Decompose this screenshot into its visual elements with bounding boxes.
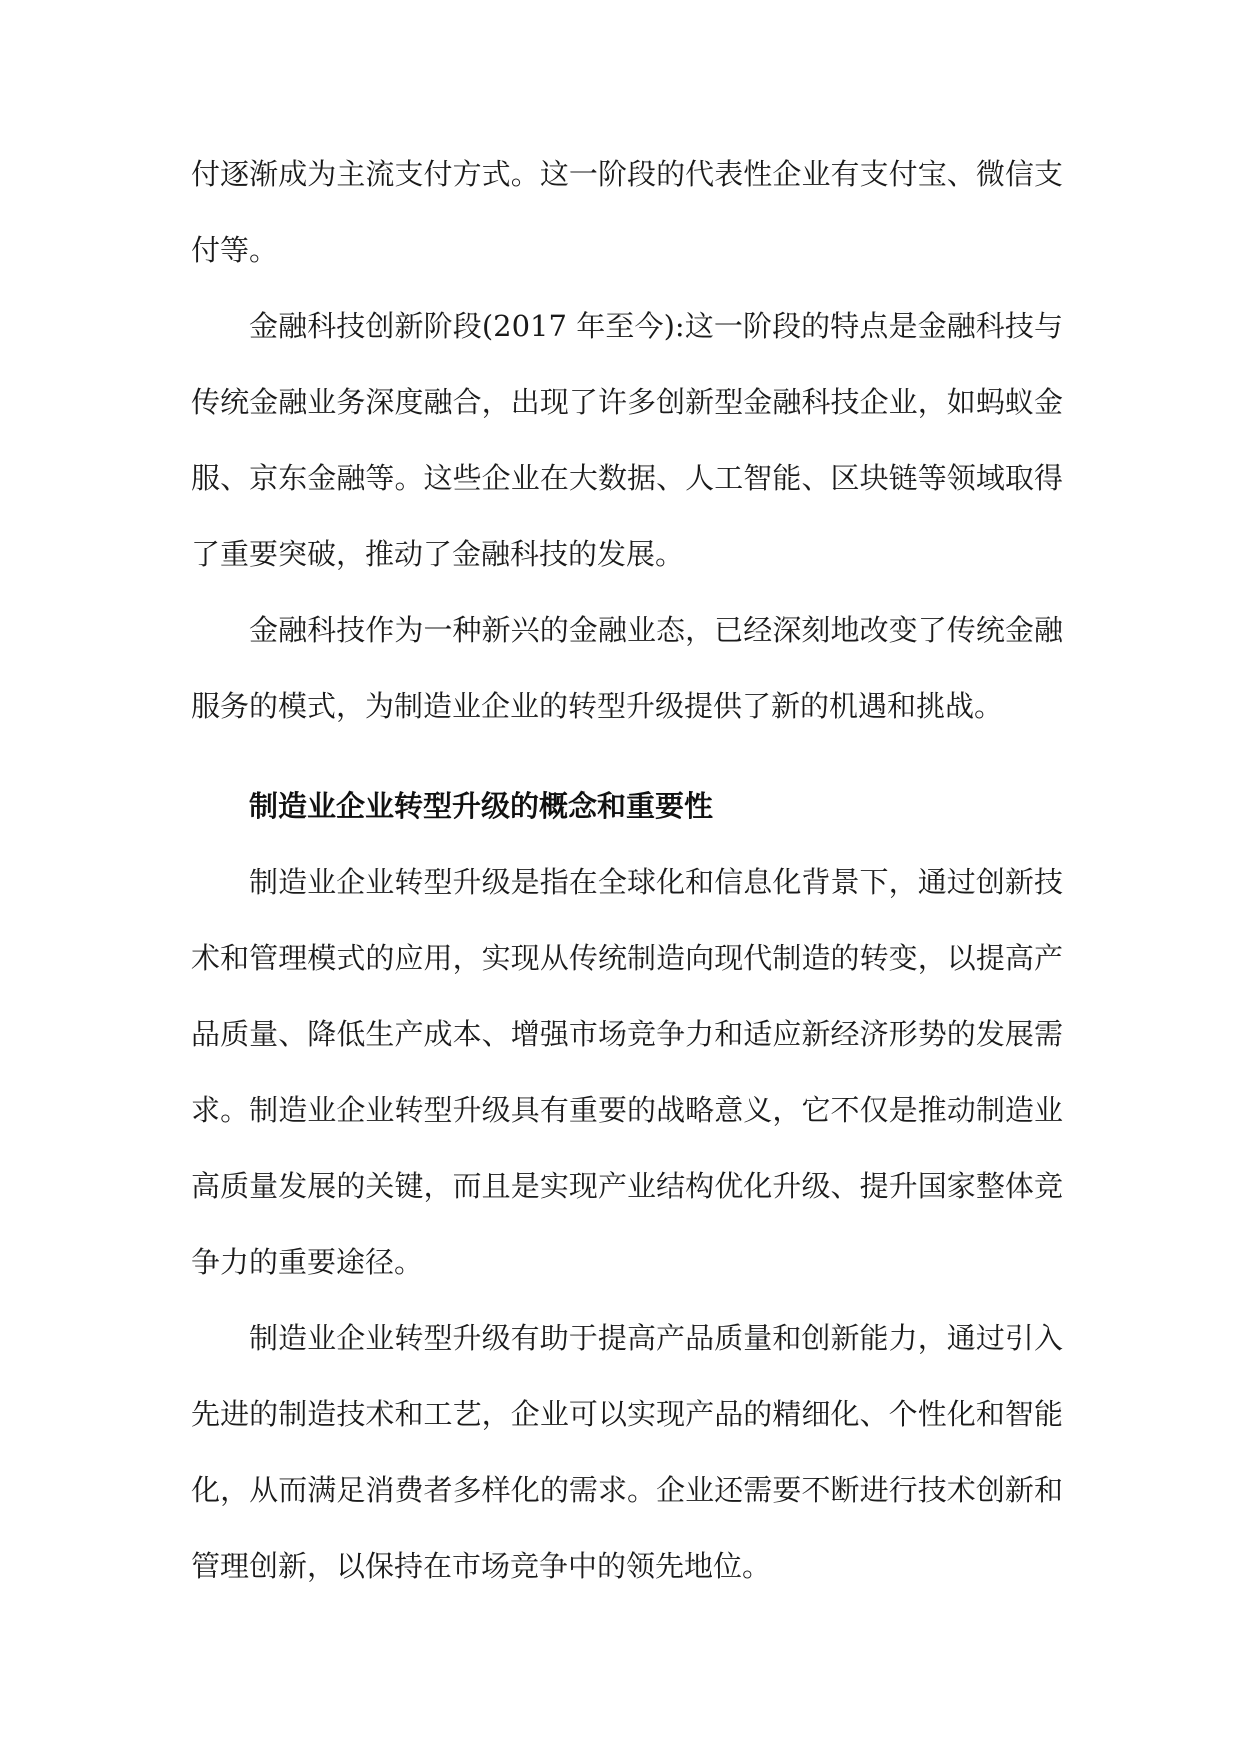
paragraph-continuation: 付逐渐成为主流支付方式。这一阶段的代表性企业有支付宝、微信支付等。 [191, 157, 1063, 267]
paragraph-transformation-benefits: 制造业企业转型升级有助于提高产品质量和创新能力，通过引入先进的制造技术和工艺，企业可以实现产品的精细化、个性化和智能化，从而满足消费者多样化的需求。企业还需要不断进行技术创新和管理创新，以保持在市场竞争中的领先地位。 [191, 1321, 1063, 1583]
paragraph-transformation-definition: 制造业企业转型升级是指在全球化和信息化背景下，通过创新技术和管理模式的应用，实现从传统制造向现代制造的转变，以提高产品质量、降低生产成本、增强市场竞争力和适应新经济形势的发展需求。制造业企业转型升级具有重要的战略意义，它不仅是推动制造业高质量发展的关键，而且是实现产业结构优化升级、提升国家整体竞争力的重要途径。 [191, 865, 1063, 1279]
paragraph-fintech-summary: 金融科技作为一种新兴的金融业态，已经深刻地改变了传统金融服务的模式，为制造业企业的转型升级提供了新的机遇和挑战。 [191, 613, 1063, 723]
document-body [191, 136, 1063, 1604]
section-heading: 制造业企业转型升级的概念和重要性 [249, 789, 714, 823]
paragraph-fintech-innovation-stage: 金融科技创新阶段(2017 年至今):这一阶段的特点是金融科技与传统金融业务深度融合，出现了许多创新型金融科技企业，如蚂蚁金服、京东金融等。这些企业在大数据、人工智能、区块链等领域取得了重要突破，推动了金融科技的发展。 [191, 309, 1063, 571]
